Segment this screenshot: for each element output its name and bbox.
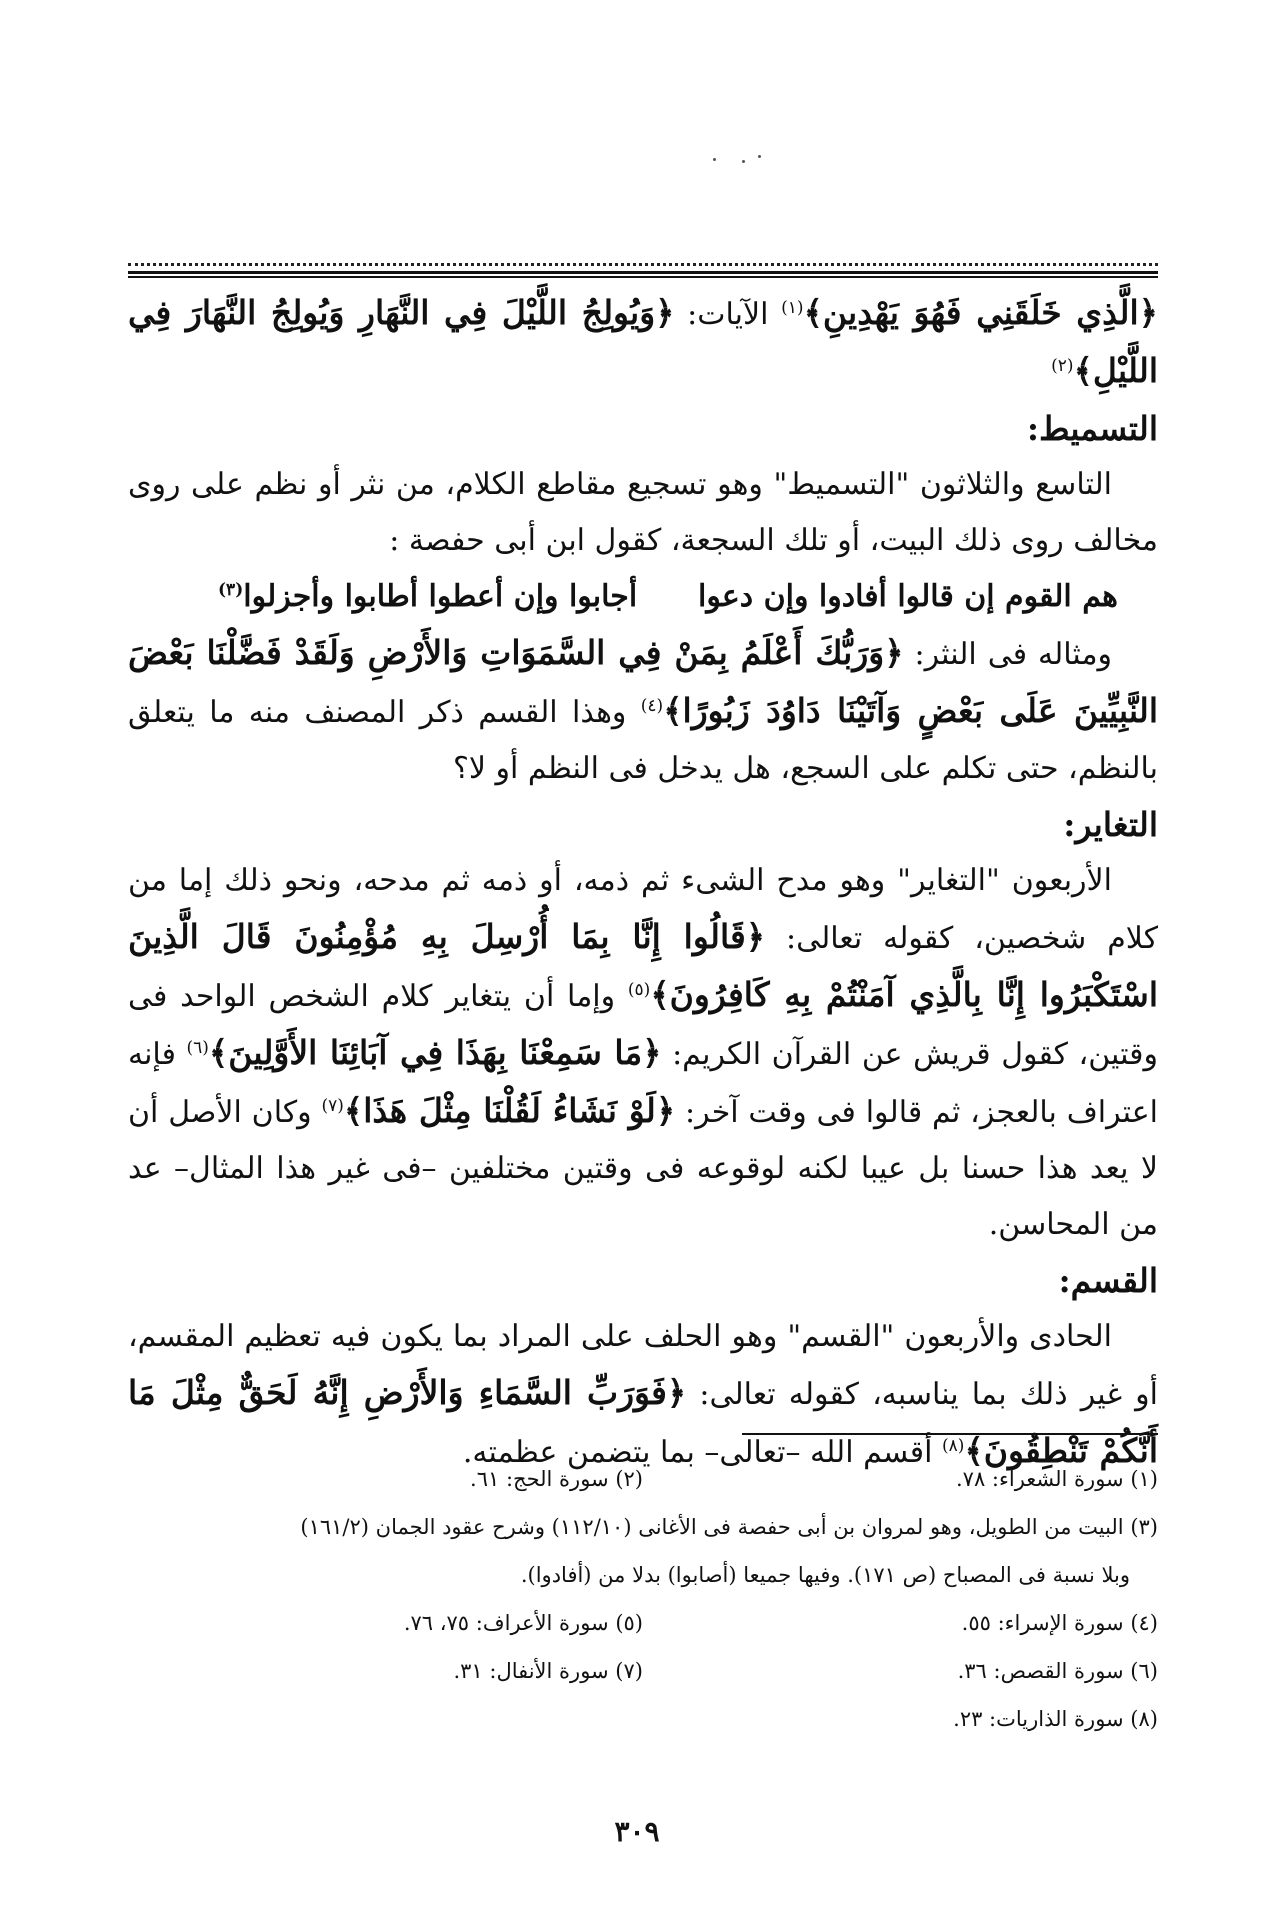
quran-verse: ﴿فَوَرَبِّ السَّمَاءِ وَالأَرْضِ إِنَّهُ لَحَقٌّ مِثْلَ مَا أَنَّكُمْ تَنْطِقُونَ﴾: [128, 1373, 1158, 1470]
verse-second-hemistich: أجابوا وإن أعطوا أطابوا وأجزلوا: [243, 579, 638, 614]
scan-speck: [742, 160, 745, 163]
paragraph: [128, 625, 1158, 797]
text-run: وهذا القسم ذكر المصنف منه ما يتعلق بالنظم، حتى تكلم على السجع، هل يدخل فى النظم أو لا؟: [128, 695, 1158, 786]
quran-verse: ﴿قَالُوا إِنَّا بِمَا أُرْسِلَ بِهِ مُؤْمِنُونَ قَالَ الَّذِينَ اسْتَكْبَرُوا إِنَّا بِالَّذِي آمَنْتُمْ بِهِ كَافِرُونَ﴾: [128, 917, 1158, 1014]
text-run: الحادى والأربعون "القسم" وهو الحلف على المراد بما يكون فيه تعظيم المقسم، أو غير ذلك بما يناسبه، كقوله تعالى:: [128, 1319, 1158, 1412]
footnote: (١) سورة الشعراء: ٧٨.: [955, 1467, 1158, 1491]
text-run: ومثاله فى النثر:: [903, 637, 1112, 672]
text-run: فإنه اعتراف بالعجز، ثم قالوا فى وقت آخر:: [128, 1037, 1158, 1130]
footnote-ref: (٦): [186, 1038, 209, 1058]
footnote-continuation: وبلا نسبة فى المصباح (ص ١٧١). وفيها جميعا (أصابوا) بدلا من (أفادوا).: [520, 1563, 1130, 1587]
footnote-separator: [742, 1433, 1158, 1435]
footnote-ref: (٤): [640, 696, 664, 716]
scan-speck: [713, 158, 716, 161]
footnotes: [128, 1455, 1158, 1743]
main-text: [128, 285, 1158, 1481]
footnote-ref: (٧): [321, 1096, 344, 1116]
section-heading-taghayur: التغاير:: [1063, 805, 1158, 844]
poetry-verse: [128, 569, 1158, 625]
paragraph: التاسع والثلاثون "التسميط" وهو تسجيع مقاطع الكلام، من نثر أو نظم على روى مخالف روى ذلك البيت، أو تلك السجعة، كقول ابن أبى حفصة :: [128, 467, 1158, 558]
quran-verse: ﴿الَّذِي خَلَقَنِي فَهُوَ يَهْدِينِ﴾: [803, 293, 1158, 332]
text-run: وإما أن يتغاير كلام الشخص الواحد فى وقتين، كقول قريش عن القرآن الكريم:: [128, 979, 1158, 1072]
footnote: (٣) البيت من الطويل، وهو لمروان بن أبى حفصة فى الأغانى (١١٢/١٠) وشرح عقود الجمان (١٦١/٢): [300, 1515, 1158, 1539]
header-rule: [128, 263, 1158, 281]
footnote: (٢) سورة الحج: ٦١.: [470, 1467, 643, 1491]
footnote-ref: (٢): [1051, 356, 1074, 376]
footnote: (٨) سورة الذاريات: ٢٣.: [953, 1707, 1158, 1731]
text-run: الآيات:: [674, 297, 782, 332]
footnote-ref: (٥): [627, 980, 651, 1000]
footnote: (٧) سورة الأنفال: ٣١.: [453, 1659, 643, 1683]
text-run: الأربعون "التغاير" وهو مدح الشىء ثم ذمه، أو ذمه ثم مدحه، ونحو ذلك إما من كلام شخصين، كقوله تعالى:: [128, 863, 1158, 956]
footnote: (٥) سورة الأعراف: ٧٥، ٧٦.: [403, 1611, 643, 1635]
opening-verses: [128, 285, 1158, 401]
quran-verse: ﴿وَيُولِجُ اللَّيْلَ فِي النَّهَارِ وَيُولِجُ النَّهَارَ فِي اللَّيْلِ﴾: [128, 293, 1158, 390]
text-run: وكان الأصل أن لا يعد هذا حسنا بل عيبا لكنه لوقوعه فى وقتين مختلفين –فى غير هذا المثال– عد من المحاسن.: [128, 1095, 1158, 1242]
footnote: (٤) سورة الإسراء: ٥٥.: [961, 1611, 1158, 1635]
footnote-ref: (٨): [942, 1436, 965, 1456]
page-number: ٣٠٩: [614, 1815, 660, 1848]
section-heading-qasam: القسم:: [1058, 1261, 1158, 1300]
quran-verse: ﴿مَا سَمِعْنَا بِهَذَا فِي آبَائِنَا الأَوَّلِينَ﴾: [208, 1033, 662, 1072]
verse-first-hemistich: هم القوم إن قالوا أفادوا وإن دعوا: [698, 579, 1118, 614]
footnote-ref: (١): [781, 298, 804, 318]
scan-speck: [758, 155, 761, 158]
quran-verse: ﴿لَوْ نَشَاءُ لَقُلْنَا مِثْلَ هَذَا﴾: [343, 1091, 676, 1130]
quran-verse: ﴿وَرَبُّكَ أَعْلَمُ بِمَنْ فِي السَّمَوَاتِ وَالأَرْضِ وَلَقَدْ فَضَّلْنَا بَعْضَ النَّبِيِّينَ عَلَى بَعْضٍ وَآتَيْنَا دَاوُدَ زَبُورًا﴾: [128, 633, 1159, 730]
section-heading-tasmit: التسميط:: [1026, 409, 1158, 448]
text-run: أقسم الله –تعالى– بما يتضمن عظمته.: [462, 1435, 943, 1470]
footnote-ref: (٣): [218, 580, 244, 600]
footnote: (٦) سورة القصص: ٣٦.: [957, 1659, 1158, 1683]
paragraph: [128, 853, 1158, 1253]
